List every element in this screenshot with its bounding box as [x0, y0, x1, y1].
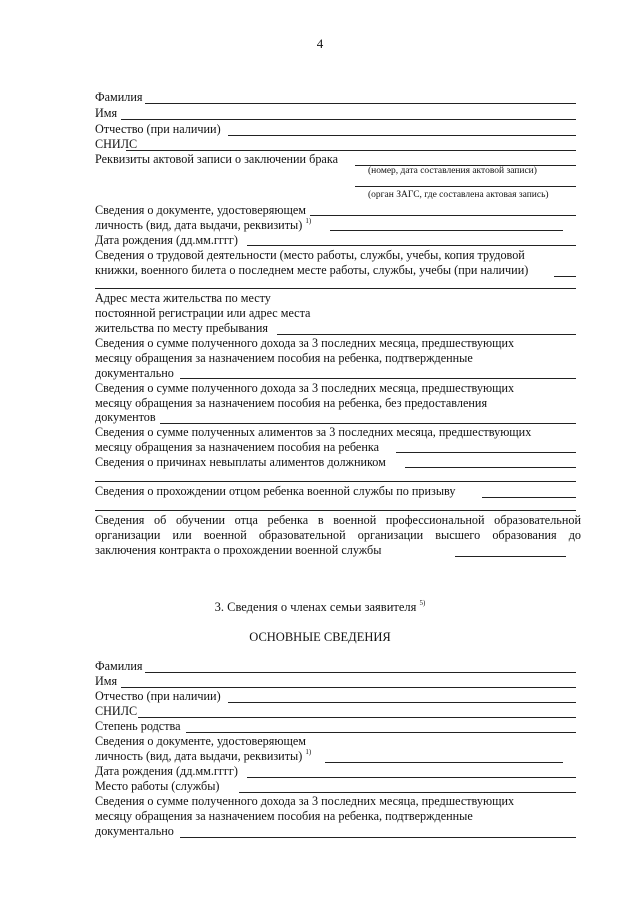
address-label-1: Адрес места жительства по месту	[95, 291, 271, 305]
snils-label: СНИЛС	[95, 137, 138, 151]
section-3-subtitle: ОСНОВНЫЕ СВЕДЕНИЯ	[249, 630, 391, 644]
workplace-field[interactable]	[239, 792, 576, 793]
member-snils-field[interactable]	[138, 717, 576, 718]
patronymic-label: Отчество (при наличии)	[95, 122, 221, 136]
income-doc-label-2: месяцу обращения за назначением пособия на ребенка, подтвержденные	[95, 351, 473, 365]
member-name-field[interactable]	[121, 687, 576, 688]
marriage-registry-field[interactable]	[355, 186, 576, 187]
member-snils-label: СНИЛС	[95, 704, 138, 718]
surname-field[interactable]	[145, 103, 576, 104]
member-surname-field[interactable]	[145, 672, 576, 673]
labor-field-2[interactable]	[95, 288, 576, 289]
income-nodoc-label-3: документов	[95, 410, 156, 424]
member-id-doc-label-1: Сведения о документе, удостоверяющем	[95, 734, 306, 748]
patronymic-field[interactable]	[228, 135, 576, 136]
birth-date-label: Дата рождения (дд.мм.гггг)	[95, 233, 238, 247]
snils-field[interactable]	[126, 150, 576, 151]
member-id-doc-label-2: личность (вид, дата выдачи, реквизиты) $^{1)}$	[95, 748, 312, 763]
alimony-label-2: месяцу обращения за назначением пособия на ребенка	[95, 440, 380, 454]
member-income-field[interactable]	[180, 837, 576, 838]
address-label-3: жительства по месту пребывания	[95, 321, 268, 335]
address-field[interactable]	[277, 334, 576, 335]
id-doc-field-1[interactable]	[310, 215, 576, 216]
surname-label: Фамилия	[95, 90, 143, 104]
member-income-label-3: документально	[95, 824, 174, 838]
alimony-reason-field-2[interactable]	[95, 481, 576, 482]
address-label-2: постоянной регистрации или адрес места	[95, 306, 311, 320]
labor-label-1: Сведения о трудовой деятельности (место работы, службы, учебы, копия трудовой	[95, 248, 525, 262]
income-nodoc-field[interactable]	[160, 423, 576, 424]
marriage-record-note-2: (орган ЗАГС, где составлена актовая запись)	[368, 190, 549, 200]
section-3-footnote: 5)	[419, 599, 426, 607]
alimony-reason-label: Сведения о причинах невыплаты алиментов должником	[95, 455, 386, 469]
member-patronymic-label: Отчество (при наличии)	[95, 689, 221, 703]
kinship-label: Степень родства	[95, 719, 181, 733]
income-doc-label-1: Сведения о сумме полученного дохода за 3 последних месяца, предшествующих	[95, 336, 515, 350]
section-3-title: 3. Сведения о членах семьи заявителя $^{5)}$	[214, 599, 426, 614]
alimony-label-1: Сведения о сумме полученных алиментов за 3 последних месяца, предшествующих	[95, 425, 532, 439]
workplace-label: Место работы (службы)	[95, 779, 220, 793]
military-field-1[interactable]	[482, 497, 576, 498]
birth-date-field[interactable]	[247, 245, 576, 246]
id-doc-label-2: личность (вид, дата выдачи, реквизиты) $^{1)}$	[95, 217, 312, 232]
member-patronymic-field[interactable]	[228, 702, 576, 703]
income-doc-label-3: документально	[95, 366, 174, 380]
id-doc-field-2[interactable]	[330, 230, 563, 231]
member-name-label: Имя	[95, 674, 118, 688]
member-birth-date-label: Дата рождения (дд.мм.гггг)	[95, 764, 238, 778]
education-field[interactable]	[455, 556, 566, 557]
military-field-2[interactable]	[95, 510, 576, 511]
education-label: Сведения об обучении отца ребенка в военной профессиональной образовательной организации или военной образовательной организации высшего образования до заключения контракта о прохождении военной службы	[95, 513, 581, 557]
footnote-1: 1)	[305, 217, 312, 225]
page-number: 4	[316, 36, 324, 51]
member-surname-label: Фамилия	[95, 659, 143, 673]
income-doc-field[interactable]	[180, 378, 576, 379]
member-birth-date-field[interactable]	[247, 777, 576, 778]
alimony-reason-field-1[interactable]	[405, 467, 576, 468]
name-label: Имя	[95, 106, 118, 120]
income-nodoc-label-2: месяцу обращения за назначением пособия на ребенка, без предоставления	[95, 396, 488, 410]
marriage-record-label: Реквизиты актовой записи о заключении брака	[95, 152, 338, 166]
kinship-field[interactable]	[186, 732, 576, 733]
alimony-field[interactable]	[396, 452, 576, 453]
member-footnote-1: 1)	[305, 748, 312, 756]
member-income-label-1: Сведения о сумме полученного дохода за 3 последних месяца, предшествующих	[95, 794, 515, 808]
income-nodoc-label-1: Сведения о сумме полученного дохода за 3 последних месяца, предшествующих	[95, 381, 515, 395]
labor-field-1[interactable]	[554, 276, 576, 277]
member-income-label-2: месяцу обращения за назначением пособия на ребенка, подтвержденные	[95, 809, 473, 823]
labor-label-2: книжки, военного билета о последнем месте работы, службы, учебы (при наличии)	[95, 263, 529, 277]
id-doc-label-1: Сведения о документе, удостоверяющем	[95, 203, 306, 217]
military-label: Сведения о прохождении отцом ребенка военной службы по призыву	[95, 484, 456, 498]
member-id-doc-field[interactable]	[325, 762, 563, 763]
marriage-record-note-1: (номер, дата составления актовой записи)	[368, 166, 537, 176]
name-field[interactable]	[121, 119, 576, 120]
